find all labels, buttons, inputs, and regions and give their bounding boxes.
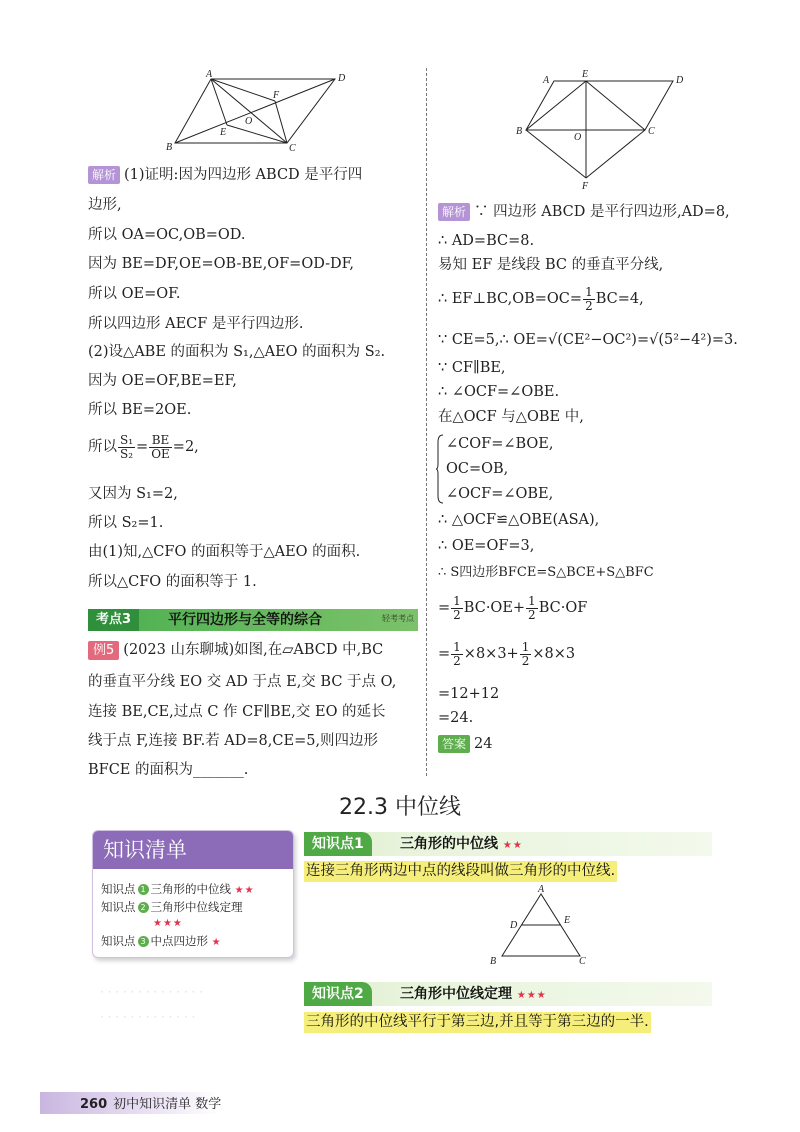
- fraction-be-oe: $\frac{BE}{OE}$: [151, 432, 170, 461]
- page-number: 260: [80, 1097, 108, 1112]
- right-solution-line-15: =24.: [438, 710, 474, 726]
- left-solution-line-13: 由(1)知,△CFO 的面积等于△AEO 的面积.: [88, 544, 361, 560]
- fig3-label-a: A: [538, 884, 545, 895]
- kp1-definition: 连接三角形两边中点的线段叫做三角形的中位线.: [304, 861, 617, 882]
- fraction-half-d: $\frac{1}{2}$: [521, 639, 530, 668]
- fig2-label-b: B: [516, 126, 523, 137]
- left-solution-line-8: 因为 OE=OF,BE=EF,: [88, 373, 237, 389]
- knowledge-point-2-bar: [304, 982, 712, 1006]
- left-solution-ratio: 所以 $\frac{\text{S₁}}{\text{S₂}}$ = $\frac{BE}{OE}$ =2,: [88, 432, 199, 461]
- section-bar-kaodian-3: [88, 609, 418, 631]
- example-line-2: 的垂直平分线 EO 交 AD 于点 E,交 BC 于点 O,: [88, 674, 397, 690]
- left-solution-line-14: 所以△CFO 的面积等于 1.: [88, 574, 257, 590]
- right-solution-line-1: 解析 ∵ 四边形 ABCD 是平行四边形,AD=8,: [438, 202, 730, 222]
- left-solution-line-5: 所以 OE=OF.: [88, 286, 181, 302]
- solution-tag-right: 解析: [438, 203, 470, 221]
- example-tag: 例5: [88, 641, 119, 660]
- example-line-3: 连接 BE,CE,过点 C 作 CF∥BE,交 EO 的延长: [88, 704, 386, 720]
- right-solution-line-10: ∴ OE=OF=3,: [438, 538, 535, 554]
- fig1-label-a: A: [206, 69, 213, 80]
- right-solution-line-11: ∴ S四边形BFCE=S△BCE+S△BFC: [438, 565, 654, 580]
- answer-tag: 答案: [438, 735, 470, 753]
- section-tab: 考点3: [88, 609, 139, 631]
- fig1-label-e: E: [220, 127, 227, 138]
- example-line-1: 例5 (2023 山东聊城)如图,在▱ABCD 中,BC: [88, 640, 383, 660]
- figure-triangle-midline: [484, 884, 594, 966]
- fig2-label-d: D: [676, 75, 684, 86]
- right-system-line-1: ∠COF=∠BOE,: [446, 436, 554, 452]
- fraction-half: $\frac{1}{2}$: [585, 284, 593, 313]
- figure-parallelogram-aecf: [160, 68, 360, 158]
- book-title: 初中知识清单 数学: [113, 1097, 222, 1112]
- knowledge-item-2[interactable]: 知识点 2 三角形中位线定理: [101, 900, 243, 914]
- knowledge-point-1-bar: [304, 832, 712, 856]
- left-solution-line-1: 解析 (1)证明:因为四边形 ABCD 是平行四: [88, 165, 362, 185]
- figure-parallelogram-bfce: [510, 68, 700, 193]
- left-solution-line-9: 所以 BE=2OE.: [88, 402, 192, 418]
- fig3-label-e: E: [564, 915, 571, 926]
- fig2-label-e: E: [582, 69, 589, 80]
- fig3-label-c: C: [579, 956, 586, 966]
- solution-tag: 解析: [88, 166, 120, 184]
- left-solution-line-12: 所以 S₂=1.: [88, 515, 164, 531]
- fig1-label-f: F: [273, 90, 280, 101]
- kp2-definition: 三角形的中位线平行于第三边,并且等于第三边的一半.: [304, 1012, 651, 1033]
- left-solution-line-3: 所以 OA=OC,OB=OD.: [88, 227, 246, 243]
- fig1-label-b: B: [166, 142, 173, 153]
- left-solution-line-2: 边形,: [88, 197, 122, 213]
- example-line-4: 线于点 F,连接 BF.若 AD=8,CE=5,则四边形: [88, 733, 379, 749]
- right-system-line-2: OC=OB,: [446, 461, 509, 477]
- kp2-tab: 知识点2: [304, 982, 372, 1006]
- knowledge-item-1[interactable]: 知识点 1 三角形的中位线 ★★: [101, 882, 255, 896]
- right-solution-line-7: ∴ ∠OCF=∠OBE.: [438, 384, 560, 400]
- fig3-label-d: D: [510, 920, 518, 931]
- left-solution-line-6: 所以四边形 AECF 是平行四边形.: [88, 316, 304, 332]
- kp2-title: 三角形中位线定理 ★★★: [400, 986, 547, 1002]
- page-footer: [80, 1093, 221, 1112]
- knowledge-item-3[interactable]: 知识点 3 中点四边形 ★: [101, 934, 222, 948]
- column-divider: [426, 68, 427, 776]
- left-solution-line-4: 因为 BE=DF,OE=OB-BE,OF=OD-DF,: [88, 256, 355, 272]
- right-solution-line-9: ∴ △OCF≌△OBE(ASA),: [438, 512, 600, 528]
- answer-value: 24: [474, 736, 493, 752]
- fig2-label-a: A: [543, 75, 550, 86]
- knowledge-item-2-stars: ★★★: [153, 918, 183, 929]
- answer-line: [438, 734, 492, 754]
- knowledge-list-header: 知识清单: [93, 831, 293, 869]
- fraction-half-b: $\frac{1}{2}$: [528, 593, 536, 622]
- fig1-label-d: D: [338, 73, 346, 84]
- fig3-label-b: B: [490, 956, 497, 966]
- kp1-title: 三角形的中位线 ★★: [400, 836, 523, 852]
- right-system-line-3: ∠OCF=∠OBE,: [446, 486, 554, 502]
- fig2-label-o: O: [574, 132, 582, 143]
- right-solution-line-6: ∵ CF∥BE,: [438, 360, 506, 376]
- example-line-5: BFCE 的面积为_______.: [88, 762, 249, 778]
- fig2-label-c: C: [648, 126, 655, 137]
- section-title: 平行四边形与全等的综合: [168, 612, 322, 628]
- fig1-label-c: C: [289, 143, 296, 154]
- fraction-half-c: $\frac{1}{2}$: [453, 639, 461, 668]
- right-solution-line-3: 易知 EF 是线段 BC 的垂直平分线,: [438, 257, 664, 273]
- fig2-label-f: F: [582, 181, 589, 192]
- left-solution-line-11: 又因为 S₁=2,: [88, 486, 178, 502]
- fig1-label-o: O: [245, 116, 253, 127]
- right-solution-line-8: 在△OCF 与△OBE 中,: [438, 409, 584, 425]
- fraction-s1-s2: $\frac{\text{S₁}}{\text{S₂}}$: [120, 432, 134, 461]
- right-solution-line-14: =12+12: [438, 686, 500, 702]
- kp1-tab: 知识点1: [304, 832, 372, 856]
- chapter-title: 22.3 中位线: [339, 795, 461, 820]
- right-solution-line-13: = $\frac{1}{2}$ ×8×3+ $\frac{1}{2}$ ×8×3: [438, 639, 576, 668]
- section-note: 轻考考点: [382, 614, 414, 623]
- right-solution-line-5: ∵ CE=5,∴ OE=√(CE²−OC²)=√(5²−4²)=3.: [438, 332, 738, 348]
- knowledge-list-card: [92, 830, 294, 958]
- brace-system: [436, 434, 444, 504]
- right-solution-line-4: ∴ EF⊥BC,OB=OC= $\frac{1}{2}$ BC=4,: [438, 284, 644, 313]
- right-solution-line-12: = $\frac{1}{2}$ BC·OE+ $\frac{1}{2}$ BC·OF: [438, 593, 588, 622]
- left-solution-line-7: (2)设△ABE 的面积为 S₁,△AEO 的面积为 S₂.: [88, 344, 386, 360]
- fraction-half-a: $\frac{1}{2}$: [453, 593, 461, 622]
- right-solution-line-2: ∴ AD=BC=8.: [438, 233, 535, 249]
